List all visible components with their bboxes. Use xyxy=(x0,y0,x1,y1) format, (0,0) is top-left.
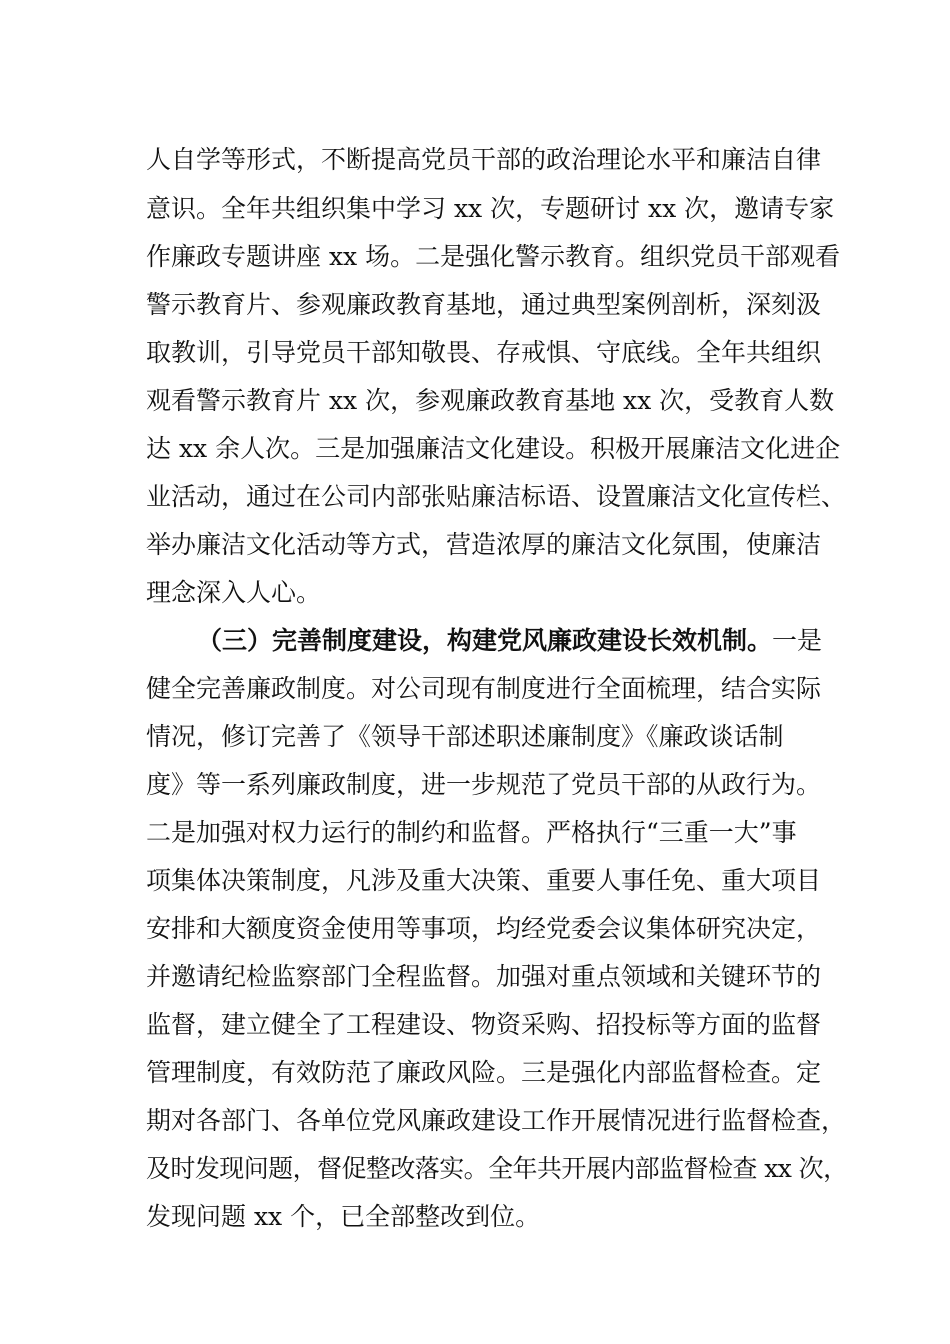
text-line: 发现问题 xx 个，已全部整改到位。 xyxy=(146,1202,541,1231)
text-line: 举办廉洁文化活动等方式，营造浓厚的廉洁文化氛围，使廉洁 xyxy=(146,530,822,559)
section-heading: （三）完善制度建设，构建党风廉政建设长效机制。 xyxy=(197,626,773,655)
text-line: 达 xx 余人次。三是加强廉洁文化建设。积极开展廉洁文化进企 xyxy=(146,434,841,463)
section-heading-line xyxy=(197,619,822,663)
text-line: 管理制度，有效防范了廉政风险。三是强化内部监督检查。定 xyxy=(146,1058,822,1087)
text-line: 观看警示教育片 xx 次，参观廉政教育基地 xx 次，受教育人数 xyxy=(146,386,835,415)
text-line: 及时发现问题，督促整改落实。全年共开展内部监督检查 xx 次， xyxy=(146,1154,848,1183)
text-line: 并邀请纪检监察部门全程监督。加强对重点领域和关键环节的 xyxy=(146,962,822,991)
text-line: 二是加强对权力运行的制约和监督。严格执行“三重一大”事 xyxy=(146,818,797,847)
text-line: 意识。全年共组织集中学习 xx 次，专题研讨 xx 次，邀请专家 xyxy=(146,194,835,223)
text-line: 期对各部门、各单位党风廉政建设工作开展情况进行监督检查， xyxy=(146,1106,847,1135)
text-line: 健全完善廉政制度。对公司现有制度进行全面梳理，结合实际 xyxy=(146,674,822,703)
text-line: 理念深入人心。 xyxy=(146,578,322,607)
text-line: 作廉政专题讲座 xx 场。二是强化警示教育。组织党员干部观看 xyxy=(146,242,841,271)
text-line: 项集体决策制度，凡涉及重大决策、重要人事任免、重大项目 xyxy=(146,866,822,895)
text-line: 业活动，通过在公司内部张贴廉洁标语、设置廉洁文化宣传栏、 xyxy=(146,482,847,511)
text-line: 人自学等形式，不断提高党员干部的政治理论水平和廉洁自律 xyxy=(146,145,822,174)
text-line: 度》等一系列廉政制度，进一步规范了党员干部的从政行为。 xyxy=(146,770,822,799)
text-line: 安排和大额度资金使用等事项，均经党委会议集体研究决定， xyxy=(146,914,822,943)
text-line: 警示教育片、参观廉政教育基地，通过典型案例剖析，深刻汲 xyxy=(146,290,822,319)
text-line: 情况，修订完善了《领导干部述职述廉制度》《廉政谈话制 xyxy=(146,722,784,751)
section-heading-continuation: 一是 xyxy=(772,626,823,655)
text-line: 监督，建立健全了工程建设、物资采购、招投标等方面的监督 xyxy=(146,1010,822,1039)
text-line: 取教训，引导党员干部知敬畏、存戒惧、守底线。全年共组织 xyxy=(146,338,822,367)
